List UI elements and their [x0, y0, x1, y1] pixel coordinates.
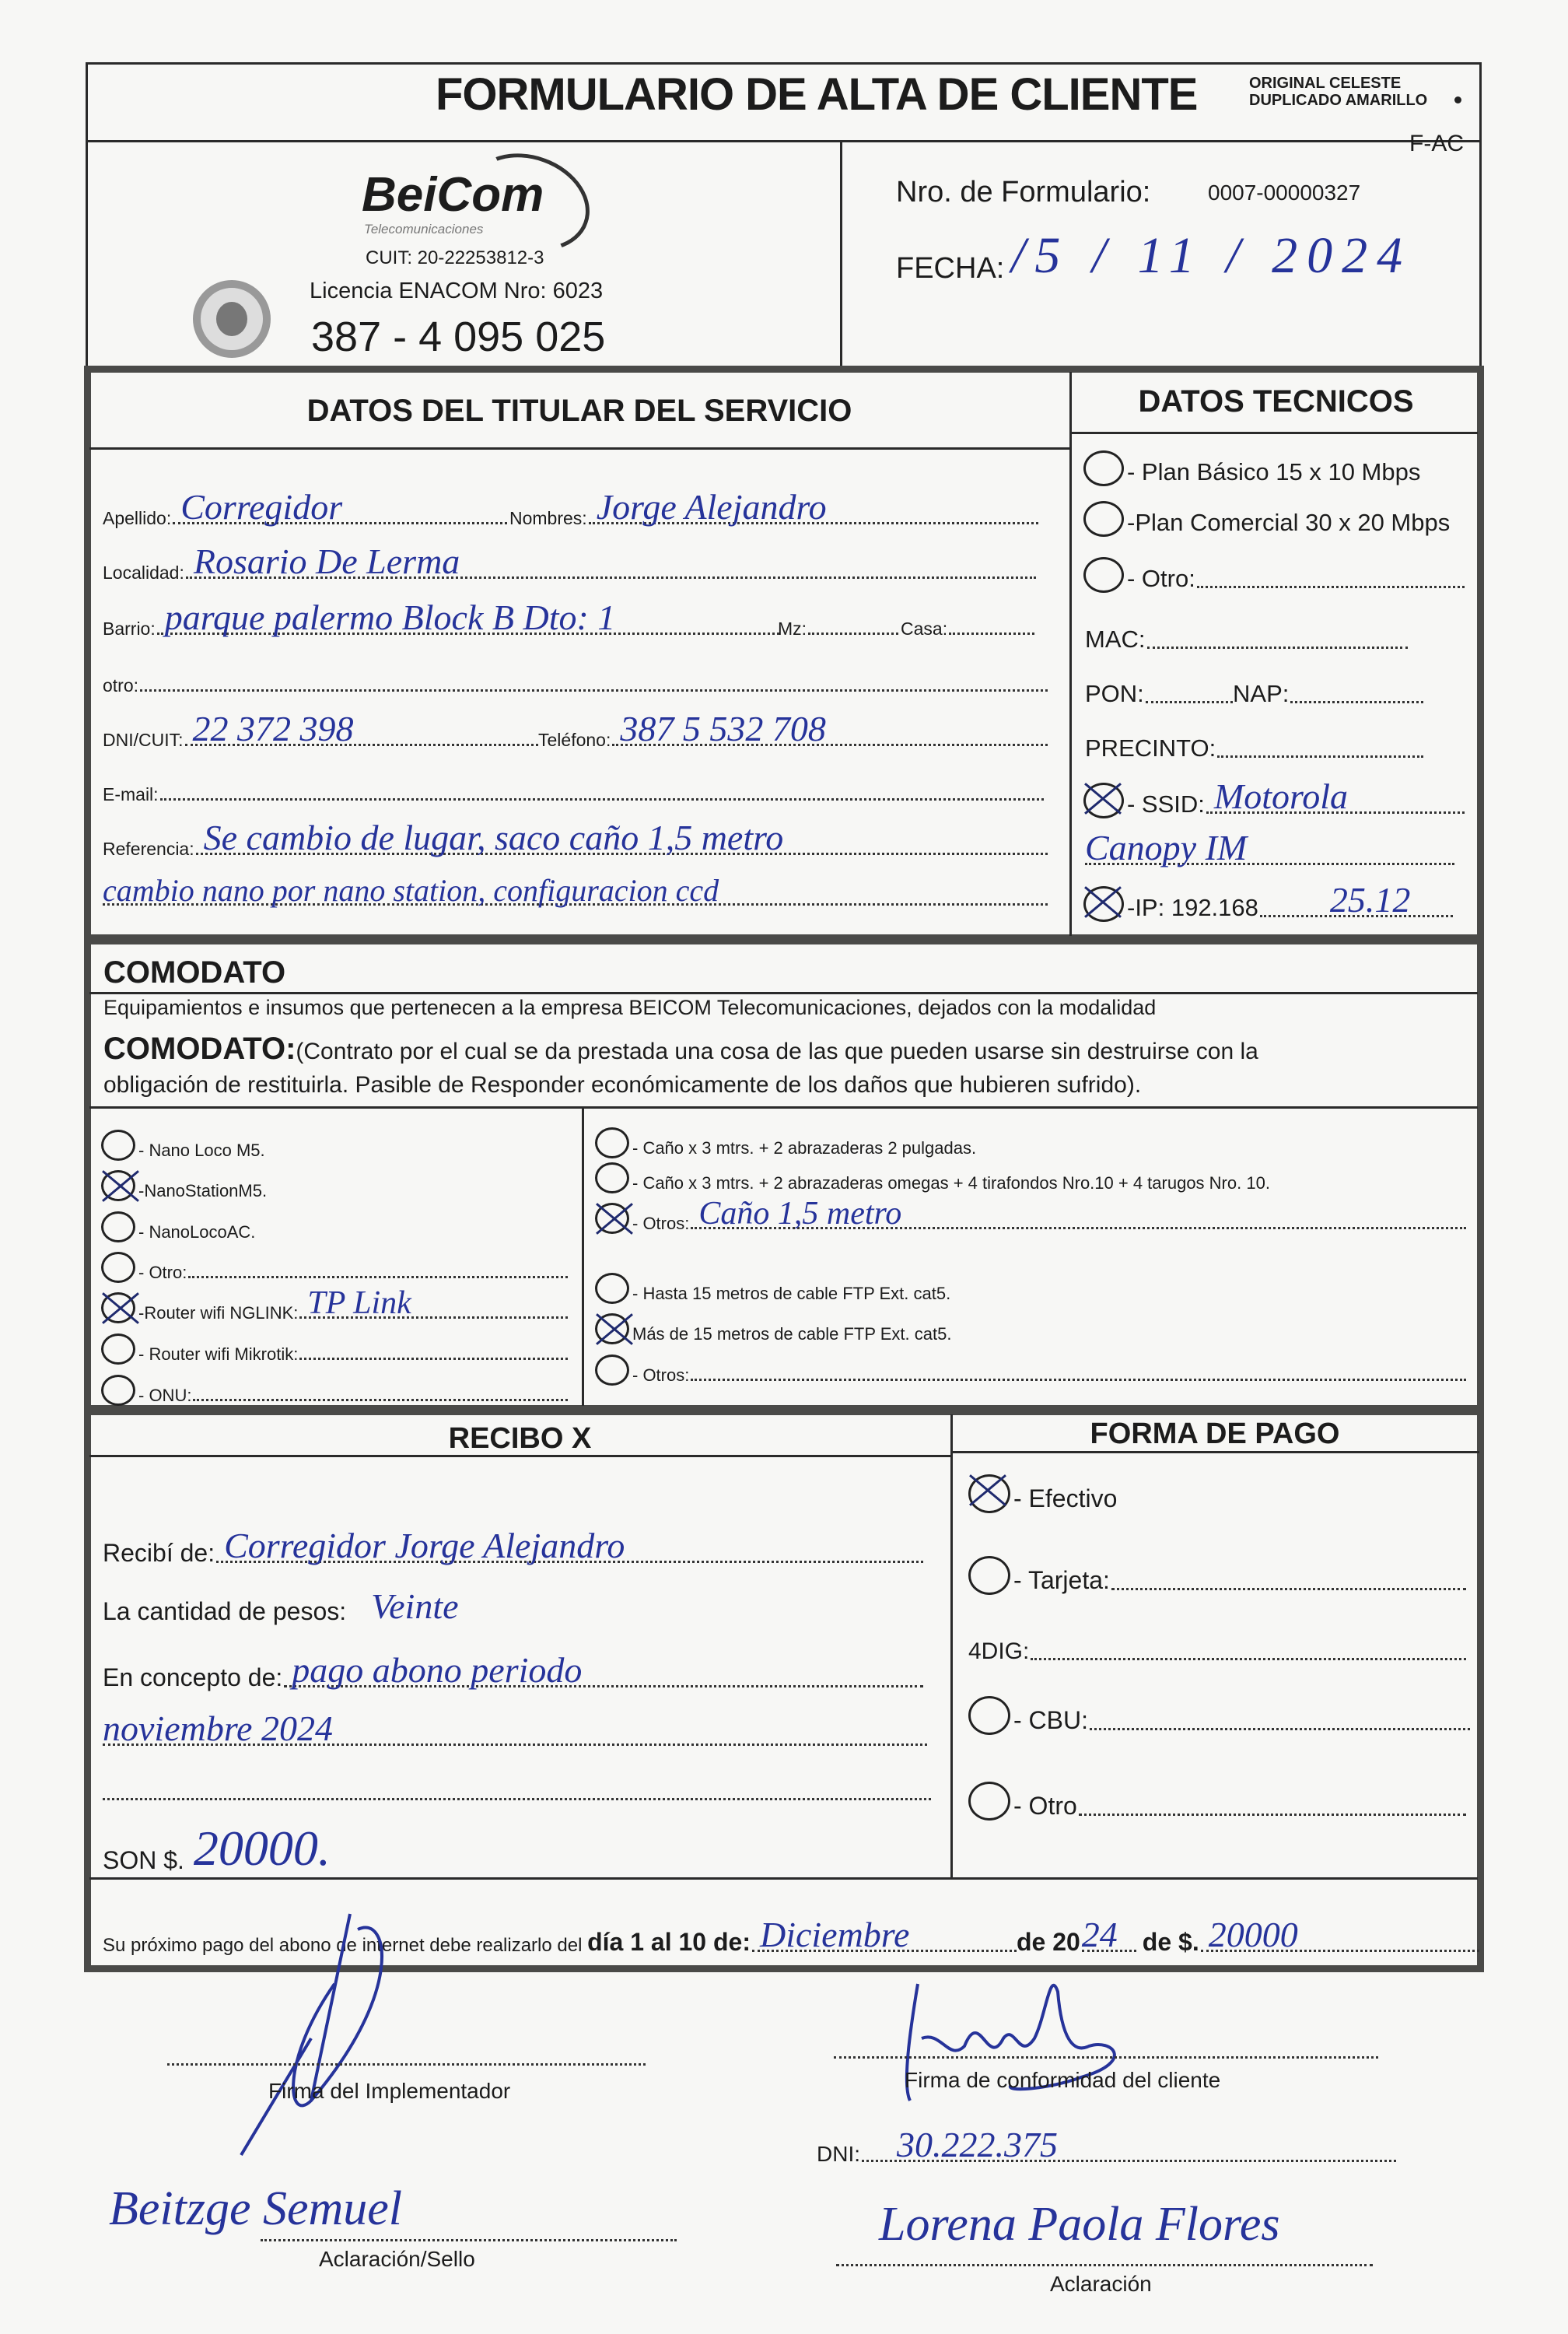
pago-tarjeta[interactable] [968, 1556, 1466, 1595]
referencia-label: Referencia: [103, 839, 194, 859]
implementador-signature-line [167, 2063, 646, 2066]
divider [950, 1451, 1479, 1453]
otro-pago-label: - Otro [1013, 1792, 1077, 1820]
license: Licencia ENACOM Nro: 6023 [310, 279, 604, 303]
referencia-value-2: cambio nano por nano station, configuracion ccd [103, 873, 719, 908]
otro-label: otro: [103, 675, 139, 696]
casa-field[interactable] [901, 608, 1034, 640]
pago-heading: FORMA DE PAGO [1090, 1418, 1340, 1450]
nombres-field[interactable] [509, 487, 1038, 529]
next-payment-month: Diciembre [759, 1915, 910, 1954]
comodato-intro: Equipamientos e insumos que pertenecen a la empresa BEICOM Telecomunicaciones, dejados con la modalidad [103, 996, 1157, 1019]
radio-circle[interactable] [101, 1211, 135, 1242]
radio-circle[interactable] [595, 1127, 629, 1158]
comodato-item[interactable] [101, 1330, 568, 1365]
localidad-field[interactable] [103, 541, 1036, 584]
comodato-def-bold: COMODATO: [103, 1032, 296, 1066]
comodato-item-label: - Caño x 3 mtrs. + 2 abrazaderas 2 pulgadas. [632, 1138, 977, 1158]
radio-circle[interactable] [1083, 557, 1124, 593]
pago-cbu[interactable] [968, 1696, 1470, 1735]
telefono-label: Teléfono: [538, 730, 611, 750]
recibi-label: Recibí de: [103, 1539, 215, 1567]
divider [1069, 372, 1072, 936]
comodato-item[interactable] [101, 1208, 255, 1242]
precinto-label: PRECINTO: [1085, 734, 1216, 762]
form-number-label: Nro. de Formulario: [896, 176, 1151, 209]
beicom-logo: BeiCom [362, 168, 544, 222]
radio-circle[interactable] [101, 1130, 135, 1161]
pago-4dig[interactable] [968, 1626, 1466, 1665]
aclaracion-label: Aclaración [1050, 2272, 1152, 2296]
telefono-value: 387 5 532 708 [620, 709, 826, 748]
referencia-field-2[interactable] [103, 873, 1048, 910]
nombres-label: Nombres: [509, 508, 587, 528]
recibo-heading: RECIBO X [448, 1422, 592, 1455]
next-payment-year: 24 [1081, 1915, 1118, 1954]
otro-plan-field[interactable] [1083, 554, 1465, 593]
copy-note-duplicado: DUPLICADO AMARILLO [1249, 92, 1428, 109]
radio-circle[interactable] [1083, 450, 1124, 486]
ssid-value-2: Canopy IM [1085, 828, 1248, 867]
divider [89, 447, 1069, 450]
concepto-value-2: noviembre 2024 [103, 1708, 333, 1748]
whatsapp-icon [193, 280, 271, 358]
radio-circle[interactable] [968, 1782, 1010, 1821]
comodato-item-label: - NanoLocoAC. [138, 1222, 256, 1242]
comodato-heading: COMODATO [103, 955, 286, 990]
nap-field[interactable] [1233, 669, 1423, 708]
email-field[interactable] [103, 774, 1044, 805]
checked-circle[interactable] [101, 1170, 135, 1201]
divider [950, 1414, 953, 1877]
aclaracion-sello-label: Aclaración/Sello [319, 2247, 475, 2271]
next-payment-amount-label: de $. [1142, 1928, 1199, 1956]
concepto-field-2[interactable] [103, 1708, 927, 1750]
divider [1069, 432, 1478, 434]
email-label: E-mail: [103, 784, 159, 804]
next-payment-text: Su próximo pago del abono de internet debe realizarlo del [103, 1935, 583, 1956]
ssid-field-2[interactable] [1085, 828, 1454, 870]
comodato-item-label: - Nano Loco M5. [138, 1141, 265, 1160]
radio-circle[interactable] [101, 1252, 135, 1283]
dni-value: 22 372 398 [192, 709, 354, 748]
checked-circle[interactable] [595, 1203, 629, 1234]
comodato-item-value: TP Link [307, 1285, 411, 1321]
comodato-item[interactable] [595, 1310, 951, 1344]
comodato-item-label: - Hasta 15 metros de cable FTP Ext. cat5. [632, 1284, 951, 1303]
form-title: FORMULARIO DE ALTA DE CLIENTE [436, 69, 1198, 120]
cantidad-label: La cantidad de pesos: [103, 1597, 347, 1625]
cuit: CUIT: 20-22253812-3 [366, 247, 544, 268]
date-value[interactable]: /5 / 11 / 2024 [1011, 227, 1412, 284]
tecnicos-heading: DATOS TECNICOS [1138, 384, 1414, 419]
ip-value: 25.12 [1329, 880, 1411, 920]
mz-label: Mz: [778, 619, 807, 639]
tarjeta-label: - Tarjeta: [1013, 1566, 1110, 1594]
mac-field[interactable] [1085, 615, 1408, 654]
comodato-item-label: - Otros: [632, 1214, 690, 1233]
plan-comercial-label: -Plan Comercial 30 x 20 Mbps [1127, 509, 1451, 536]
date-label: FECHA: [896, 252, 1005, 285]
aclaracion-value: Lorena Paola Flores [879, 2198, 1280, 2251]
apellido-field[interactable] [103, 487, 507, 529]
radio-circle[interactable] [101, 1375, 135, 1406]
checked-circle[interactable] [595, 1313, 629, 1344]
comodato-item[interactable] [101, 1249, 568, 1283]
ssid-value: Motorola [1213, 776, 1348, 816]
comodato-item[interactable] [595, 1124, 976, 1158]
form-code: F-AC [1409, 131, 1464, 156]
divider [89, 992, 1478, 994]
plan-basico-option[interactable] [1083, 447, 1420, 486]
comodato-definition [103, 1032, 1258, 1067]
barrio-value: parque palermo Block B Dto: 1 [164, 598, 616, 637]
radio-circle[interactable] [595, 1162, 629, 1193]
comodato-item[interactable] [595, 1196, 1466, 1234]
concepto-label: En concepto de: [103, 1663, 283, 1691]
nap-label: NAP: [1233, 680, 1290, 707]
checked-circle[interactable] [1083, 783, 1124, 818]
next-payment-days: día 1 al 10 de: [587, 1928, 751, 1956]
radio-circle[interactable] [595, 1273, 629, 1304]
divider [86, 140, 1482, 142]
precinto-field[interactable] [1085, 724, 1423, 762]
cliente-dni-label: DNI: [817, 2142, 860, 2166]
comodato-item[interactable] [101, 1167, 267, 1201]
cantidad-value: Veinte [371, 1586, 459, 1626]
divider [840, 140, 842, 370]
comodato-item[interactable] [101, 1372, 568, 1406]
apellido-label: Apellido: [103, 508, 172, 528]
ip-label: -IP: 192.168 [1127, 894, 1258, 921]
localidad-value: Rosario De Lerma [193, 541, 460, 581]
comodato-item-label: - Caño x 3 mtrs. + 2 abrazaderas omegas + 4 tirafondos Nro.10 + 4 tarugos Nro. 10. [632, 1173, 1270, 1193]
next-payment-amount: 20000 [1208, 1915, 1298, 1954]
aclaracion-line [836, 2264, 1373, 2266]
referencia-value-1: Se cambio de lugar, saco caño 1,5 metro [203, 818, 784, 857]
concepto-field[interactable] [103, 1650, 923, 1692]
otro-field[interactable] [103, 665, 1048, 696]
cliente-signature-line [834, 2056, 1378, 2059]
ssid-label: - SSID: [1127, 790, 1205, 818]
pon-label: PON: [1085, 680, 1144, 707]
radio-circle[interactable] [1083, 501, 1124, 537]
comodato-item-value: Caño 1,5 metro [698, 1196, 902, 1232]
plan-comercial-option[interactable] [1083, 498, 1450, 537]
cliente-dni-field[interactable] [817, 2125, 1396, 2167]
comodato-item[interactable] [101, 1127, 265, 1161]
plan-basico-label: - Plan Básico 15 x 10 Mbps [1127, 458, 1421, 485]
cliente-dni-value: 30.222.375 [897, 2125, 1058, 2164]
comodato-item[interactable] [101, 1285, 568, 1323]
son-value: 20000. [193, 1821, 331, 1876]
recibi-value: Corregidor Jorge Alejandro [224, 1526, 625, 1565]
implementador-label: Firma del Implementador [268, 2079, 511, 2103]
checked-circle[interactable] [968, 1474, 1010, 1513]
comodato-item[interactable] [595, 1351, 1466, 1386]
radio-circle[interactable] [968, 1556, 1010, 1595]
nombres-value: Jorge Alejandro [596, 487, 827, 527]
barrio-field[interactable] [103, 598, 779, 640]
otro-plan-label: - Otro: [1127, 565, 1195, 592]
comodato-def-text: (Contrato por el cual se da prestada una cosa de las que pueden usarse sin destruirse con la [296, 1039, 1258, 1064]
divider [89, 1106, 1478, 1109]
comodato-item-label: - Otros: [632, 1365, 690, 1385]
aclaracion-sello-value: Beitzge Semuel [109, 2182, 403, 2235]
divider [89, 1877, 1478, 1880]
apellido-value: Corregidor [180, 487, 343, 527]
dni-label: DNI/CUIT: [103, 730, 184, 750]
comodato-item[interactable] [595, 1270, 950, 1304]
pago-efectivo[interactable] [968, 1474, 1117, 1513]
dni-field[interactable] [103, 709, 538, 751]
comodato-item[interactable] [595, 1159, 1270, 1193]
concepto-field-3[interactable] [103, 1774, 931, 1805]
pon-field[interactable] [1085, 669, 1233, 708]
cbu-label: - CBU: [1013, 1706, 1088, 1734]
cantidad-field[interactable] [103, 1586, 923, 1626]
divider [582, 1106, 584, 1406]
comodato-item-label: -NanoStationM5. [138, 1181, 268, 1200]
checked-circle[interactable] [101, 1292, 135, 1323]
comodato-item-label: -Router wifi NGLINK: [138, 1303, 299, 1323]
ssid-field[interactable] [1083, 776, 1465, 818]
mz-field[interactable] [778, 608, 898, 640]
whatsapp-phone: 387 - 4 095 025 [311, 314, 606, 360]
aclaracion-sello-line [261, 2239, 677, 2241]
implementador-signature [156, 1898, 451, 2178]
localidad-label: Localidad: [103, 562, 184, 583]
comodato-item-label: Más de 15 metros de cable FTP Ext. cat5. [632, 1324, 952, 1344]
cliente-label: Firma de conformidad del cliente [905, 2068, 1221, 2092]
next-payment-year-label: de 20 [1016, 1928, 1080, 1956]
ip-field[interactable] [1083, 880, 1453, 922]
telefono-field[interactable] [538, 709, 1048, 751]
radio-circle[interactable] [101, 1333, 135, 1365]
casa-label: Casa: [901, 619, 948, 639]
pago-otro[interactable] [968, 1782, 1466, 1821]
titular-heading: DATOS DEL TITULAR DEL SERVICIO [306, 394, 852, 428]
radio-circle[interactable] [595, 1354, 629, 1386]
checked-circle[interactable] [1083, 886, 1124, 922]
referencia-field[interactable] [103, 818, 1048, 860]
dig-label: 4DIG: [968, 1638, 1030, 1664]
comodato-item-label: - Otro: [138, 1263, 187, 1282]
barrio-label: Barrio: [103, 619, 156, 639]
efectivo-label: - Efectivo [1013, 1484, 1118, 1512]
son-label: SON $. [103, 1846, 184, 1874]
copy-note-original: ORIGINAL CELESTE [1249, 75, 1402, 92]
form-number: 0007-00000327 [1208, 180, 1361, 205]
cliente-signature [879, 1961, 1190, 2116]
comodato-definition-2: obligación de restituirla. Pasible de Responder económicamente de los daños que hubieren sufrido). [103, 1072, 1142, 1098]
recibi-field[interactable] [103, 1526, 923, 1568]
bullet-icon [1454, 96, 1461, 103]
logo-subtitle: Telecomunicaciones [364, 222, 484, 237]
comodato-item-label: - ONU: [138, 1386, 192, 1405]
radio-circle[interactable] [968, 1696, 1010, 1735]
mac-label: MAC: [1085, 626, 1146, 653]
comodato-item-label: - Router wifi Mikrotik: [138, 1344, 299, 1364]
son-field[interactable] [103, 1821, 336, 1876]
concepto-value-1: pago abono periodo [292, 1650, 583, 1690]
